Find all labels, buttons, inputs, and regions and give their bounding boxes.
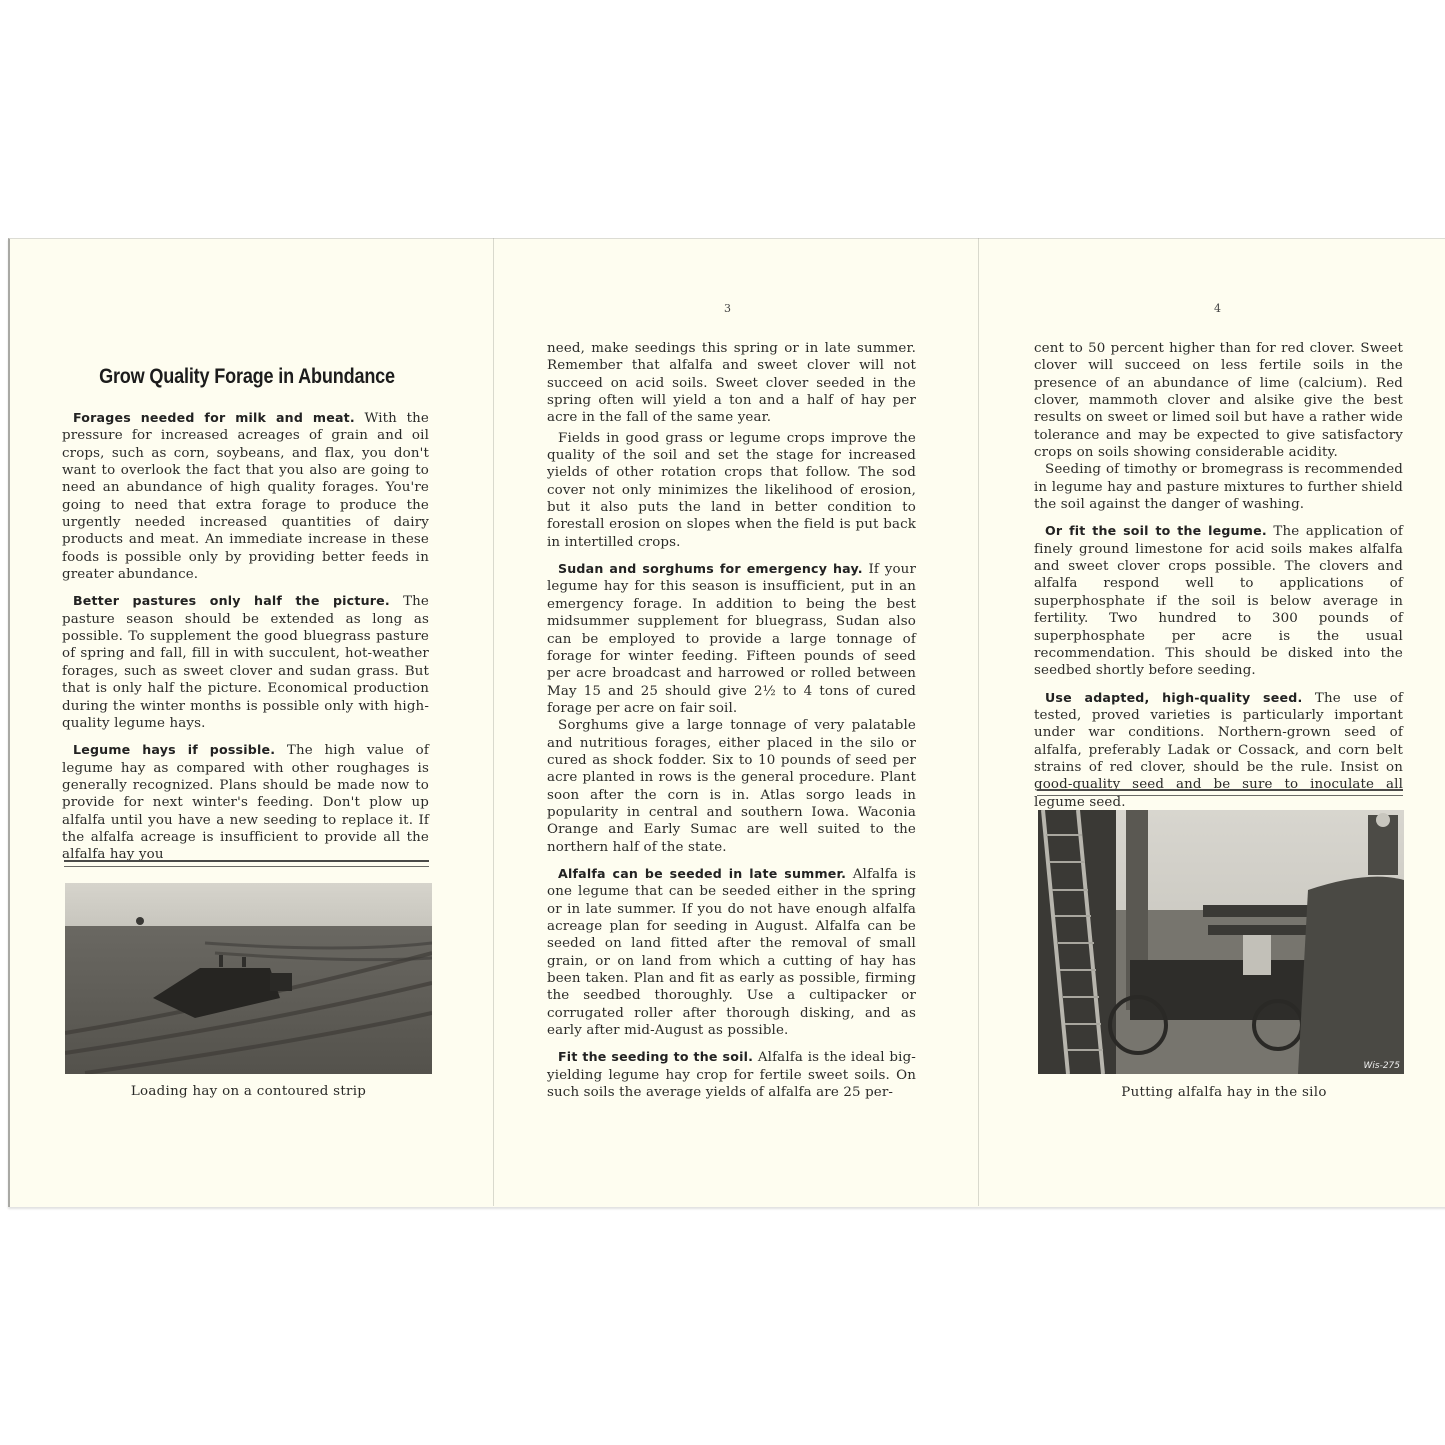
paragraph-text: Seeding of timothy or bromegrass is recommended in legume hay and pasture mixtures to further shield the soil against the danger of washing. xyxy=(1034,462,1403,513)
middle-column xyxy=(547,340,916,1101)
paragraph-lead: Legume hays if possible. xyxy=(73,742,276,758)
paragraph-lead: Forages needed for milk and meat. xyxy=(73,410,355,425)
double-rule-divider xyxy=(64,860,429,867)
left-column xyxy=(62,409,429,864)
paragraph-lead: Better pastures only half the picture. xyxy=(73,593,390,609)
paragraph xyxy=(547,717,916,856)
paragraph xyxy=(1034,340,1403,461)
paragraph-text: Alfalfa is one legume that can be seeded either in the spring or in late summer. If you do not have enough alfalfa acreage plan for seeding in August. Alfalfa can be seeded on land fitted after the removal of small grain, or on land from which a cutting of hay has been taken. Plan and fit as early as possible, firming the seedbed thoroughly. Use a cultipacker or corrugated roller after thorough disking, and as early after mid-August as possible. xyxy=(547,866,916,1039)
paragraph-text: If your legume hay for this season is insufficient, put in an emergency forage. In addition to being the best midsummer supplement for bluegrass, Sudan also can be employed to provide a large tonnage of forage for winter feeding. Fifteen pounds of seed per acre broadcast and harrowed or rolled between May 15 and 25 should give 2½ to 4 tons of cured forage per acre on fair soil. xyxy=(547,562,916,716)
paragraph-lead: Alfalfa can be seeded in late summer. xyxy=(558,865,847,881)
paragraph-text: Alfalfa is the ideal big-yielding legume hay crop for fertile sweet soils. On such soils the average yields of alfalfa are 25 per- xyxy=(547,1050,916,1101)
paragraph-lead: Or fit the soil to the legume. xyxy=(1045,523,1267,539)
photo-alfalfa-silo xyxy=(1038,810,1404,1074)
photo-caption: Loading hay on a contoured strip xyxy=(130,1084,367,1099)
fold-line-left xyxy=(493,238,494,1206)
paragraph xyxy=(547,340,916,427)
paragraph xyxy=(62,741,429,863)
page-number: 4 xyxy=(1214,302,1221,315)
paragraph xyxy=(1034,461,1403,513)
paragraph-text: Fields in good grass or legume crops improve the quality of the soil and set the stage for increased yields of other rotation crops that follow. The sod cover not only minimizes the likelihood of erosion, but it also puts the land in better condition to forestall erosion on slopes when the field is put back in intertilled crops. xyxy=(547,430,916,550)
paragraph xyxy=(1034,522,1403,679)
paragraph-text: need, make seedings this spring or in late summer. Remember that alfalfa and sweet clover will not succeed on acid soils. Sweet clover seeded in the spring often will yield a ton and a half of hay per acre in the fall of the same year. xyxy=(547,341,916,426)
paragraph-lead: Fit the seeding to the soil. xyxy=(558,1049,754,1065)
paragraph-text: The application of finely ground limestone for acid soils makes alfalfa and sweet clover crops possible. The clovers and alfalfa respond well to applications of superphosphate if the soil is below average in fertility. Two hundred to 300 pounds of superphosphate per acre is the usual recommendation. This should be disked into the seedbed shortly before seeding. xyxy=(1034,524,1403,679)
paragraph xyxy=(547,560,916,717)
paragraph xyxy=(62,409,429,583)
paragraph xyxy=(547,1048,916,1101)
paragraph-lead: Use adapted, high-quality seed. xyxy=(1045,689,1303,705)
page-title: Grow Quality Forage in Abundance xyxy=(99,365,395,388)
double-rule-divider xyxy=(1037,789,1403,796)
paragraph-text: Sorghums give a large tonnage of very palatable and nutritious forages, either placed in the silo or cured as shock fodder. Six to 10 pounds of seed per acre planted in rows is the general procedure. Plant soon after the corn is in. Atlas sorgo leads in popularity in central and southern Iowa. Waconia Orange and Early Sumac are well suited to the northern half of the state. xyxy=(547,718,916,855)
paragraph-text: The pasture season should be extended as long as possible. To supplement the good bluegrass pasture of spring and fall, fill in with succulent, hot-weather forages, such as sweet clover and sudan grass. But that is only half the picture. Economical production during the winter months is possible only with high-quality legume hays. xyxy=(62,594,429,731)
paragraph-text: With the pressure for increased acreages of grain and oil crops, such as corn, soybeans, and flax, you don't want to overlook the fact that you also are going to need an abundance of high quality forages. You're going to need that extra forage to produce the urgently needed increased quantities of dairy products and meat. An immediate increase in these foods is possible only by providing better feeds in greater abundance. xyxy=(62,411,430,583)
page-number: 3 xyxy=(724,302,731,315)
paragraph-text: The use of tested, proved varieties is particularly important under war conditions. Northern-grown seed of alfalfa, preferably Ladak or Cossack, and corn belt strains of red clover, should be the rule. Insist on good-quality seed and be sure to inoculate all legume seed. xyxy=(1034,690,1403,810)
paragraph-text: The high value of legume hay as compared with other roughages is generally recognized. Plans should be made now to provide for next winter's feeding. Don't plow up alfalfa until you have a new seeding to replace it. If the alfalfa acreage is insufficient to provide all the alfalfa hay you xyxy=(62,743,429,863)
paragraph xyxy=(547,430,916,551)
photo-caption: Putting alfalfa hay in the silo xyxy=(1121,1085,1327,1100)
hay-field-image xyxy=(65,883,432,1074)
fold-line-right xyxy=(978,238,979,1206)
paragraph xyxy=(547,865,916,1039)
right-column xyxy=(1034,340,1403,811)
silo-image xyxy=(1038,810,1404,1074)
photo-credit: Wis-275 xyxy=(1363,1061,1400,1071)
paragraph-lead: Sudan and sorghums for emergency hay. xyxy=(558,561,863,577)
photo-loading-hay xyxy=(65,883,432,1074)
paragraph-text: cent to 50 percent higher than for red clover. Sweet clover will succeed on less fertile soils in the presence of an abundance of lime (calcium). Red clover, mammoth clover and alsike give the best results on sweet or limed soil but have a rather wide tolerance and may be expected to give satisfactory crops on soils showing considerable acidity. xyxy=(1034,341,1403,461)
paragraph xyxy=(62,592,429,732)
